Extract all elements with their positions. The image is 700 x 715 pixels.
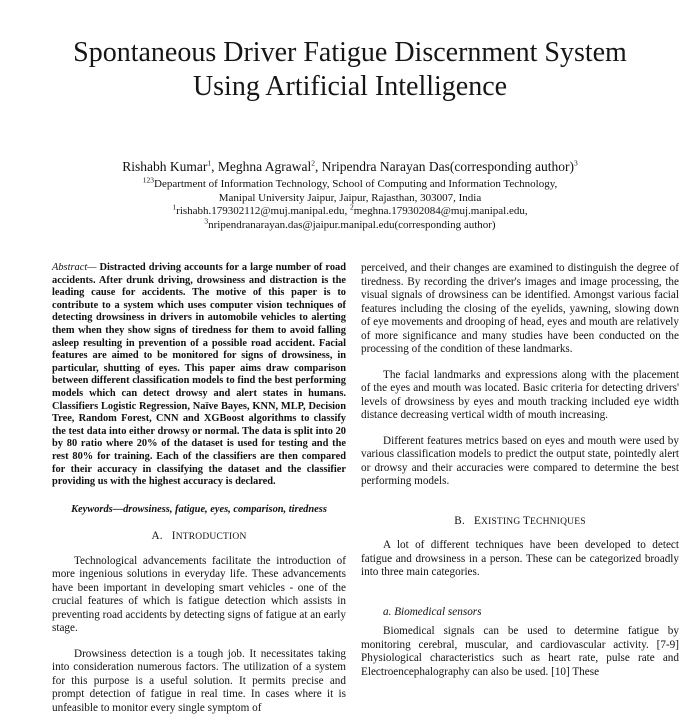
body-paragraph-3: Different features metrics based on eyes and mouth were used by various classification models to predict the output state, pointedly alert or drowsy and their accuracies were compared to determine the best performing models. xyxy=(361,434,679,487)
body-paragraph-2: The facial landmarks and expressions along with the placement of the eyes and mouth was located. Basic criteria for detecting drivers' levels of drowsiness by eyes and mouth tracking included eye width distance decreasing vertical width of mouth increasing. xyxy=(361,368,679,421)
intro-paragraph-1: Technological advancements facilitate the introduction of more ingenious solutions in everyday life. These advancements have been important in developing smart vehicles - one of the crucial features of which is fatigue detection which assists in preventing road accidents by detecting signs of fatigue at an early stage. xyxy=(52,554,346,635)
author-name: Meghna Agrawal xyxy=(217,159,312,174)
email-line-2: $^3$nripendranarayan.das@jaipur.manipal.edu(corresponding author) xyxy=(204,215,496,231)
biomedical-paragraph-1: Biomedical signals can be used to determine fatigue by monitoring cerebral, muscular, and cardiovascular activity. [7-9] Physiological characteristics such as heart rate, pulse rate and Electroencephalography can also be used. [10] These xyxy=(361,625,679,678)
right-column xyxy=(361,262,679,679)
affiliation-sup: 123 xyxy=(142,175,154,185)
paper-title xyxy=(40,36,660,104)
author-sep: , xyxy=(211,159,218,174)
email-link[interactable]: rishabh.179302112@muj.manipal.edu, xyxy=(176,205,350,217)
left-column xyxy=(52,262,346,715)
title-line-2: Using Artificial Intelligence xyxy=(192,71,508,102)
author-name: Nripendra Narayan Das(corresponding author) xyxy=(321,159,574,174)
existing-paragraph-1: A lot of different techniques have been developed to detect fatigue and drowsiness in a person. These can be categorized broadly into three main categories. xyxy=(361,539,679,578)
section-heading-existing-techniques: B. EXISTING TECHNIQUES xyxy=(454,514,586,527)
keywords: Keywords—drowsiness, fatigue, eyes, comparison, tiredness xyxy=(71,503,327,515)
author-sup: 2 xyxy=(311,158,315,168)
email-link[interactable]: nripendranarayan.das@jaipur.manipal.edu(corresponding author) xyxy=(208,218,496,231)
email-link[interactable]: meghna.179302084@muj.manipal.edu, xyxy=(353,205,528,217)
abstract-lead: Abstract— xyxy=(52,262,97,273)
subsection-heading-biomedical-sensors: a. Biomedical sensors xyxy=(383,605,482,618)
author-list xyxy=(40,158,660,176)
author-sep: , xyxy=(314,159,322,174)
title-line-1: Spontaneous Driver Fatigue Discernment System xyxy=(73,37,627,68)
section-heading-introduction: A. INTRODUCTION xyxy=(151,530,247,543)
author-name: Rishabh Kumar xyxy=(122,159,208,174)
abstract-body: Distracted driving accounts for a large number of road accidents. After drunk driving, drowsiness and distraction is the leading cause for accidents. The motive of this paper is to contribute to a system which uses computer vision techniques of detecting drowsiness in drivers in automobile vehicles to alerting them when they show signs of tiredness for them to avoid falling asleep resulting in prevention of a possible road accident. Facial features are aimed to be monitored for signs of drowsiness, in particular, shutting of eyes. This paper aims draw comparison between different classification models to find the best performing models which can detect drowsy and alert states in humans. Classifiers Logistic Regression, Naïve Bayes, KNN, MLP, Decision Tree, Random Forest, CNN and XGBoost algorithms to classify the test data into either drowsy or normal. The data is split into 20 by 80 ratio where 20% of the dataset is used for testing and the rest 80% for training. Each of the classifiers are then compared for their accuracy in classifying the dataset and the classifier providing us with the highest accuracy is declared. xyxy=(52,262,346,488)
author-sup: 3 xyxy=(574,158,578,168)
intro-paragraph-2: Drowsiness detection is a tough job. It necessitates taking into consideration numerous factors. The utilization of a system for this purpose is a useful solution. It permits precise and prompt detection of fatigue in real time. In cases where it is unfeasible to monitor every single symptom of xyxy=(52,647,346,714)
affiliation-block xyxy=(40,175,660,232)
email-line-1: $^1$rishabh.179302112@muj.manipal.edu, $^2$meghna.179302084@muj.manipal.edu, xyxy=(172,202,528,217)
affiliation-line-2: Manipal University Jaipur, Jaipur, Rajasthan, 303007, India xyxy=(218,191,482,204)
author-sup: 1 xyxy=(207,158,212,168)
body-paragraph-1: perceived, and their changes are examined to distinguish the degree of tiredness. By recording the driver's images and image processing, the visual signals of drowsiness can be identified. Amongst various facial features including the closing of the eyelids, yawning, slowing down of eye movements and drooping of head, eyes and mouth are relatively of more significance and many studies have been conducted on the processing of the condition of these landmarks. xyxy=(361,262,679,355)
abstract xyxy=(52,262,346,489)
affiliation-line-1: $^{123}$Department of Information Technology, School of Computing and Information Technology, xyxy=(142,175,558,190)
